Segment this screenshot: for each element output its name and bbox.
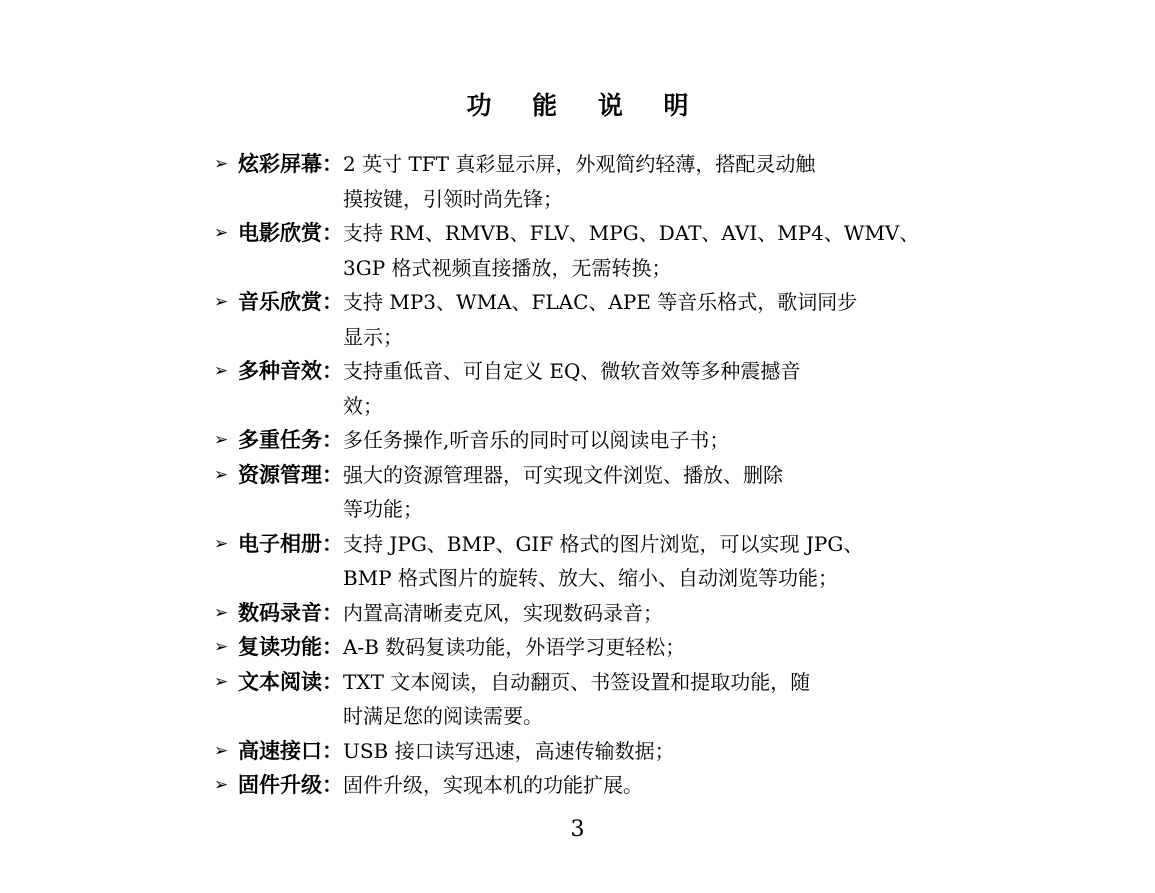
- feature-description-line: BMP 格式图片的旋转、放大、缩小、自动浏览等功能；: [343, 566, 838, 590]
- feature-item: [214, 285, 954, 354]
- feature-description-line: 3GP 格式视频直接播放，无需转换；: [343, 255, 672, 280]
- feature-description: [343, 768, 954, 803]
- feature-item: [214, 423, 954, 458]
- feature-label: 多重任务：: [238, 428, 343, 452]
- feature-description-line: 摸按键，引领时尚先锋；: [343, 186, 563, 211]
- arrow-bullet-icon: ➢: [214, 223, 229, 243]
- feature-description: [343, 665, 954, 734]
- feature-label: 数码录音：: [238, 600, 343, 625]
- feature-description-line: 多任务操作,听音乐的同时可以阅读电子书；: [343, 428, 730, 452]
- feature-description: [343, 354, 954, 423]
- feature-item: [214, 458, 954, 527]
- feature-description: [343, 216, 954, 285]
- feature-label: 固件升级：: [238, 773, 343, 797]
- feature-item: [214, 216, 954, 285]
- feature-description-line: 固件升级，实现本机的功能扩展。: [343, 773, 643, 797]
- feature-description-line: 支持重低音、可自定义 EQ、微软音效等多种震撼音: [343, 359, 801, 383]
- feature-description-line: 支持 MP3、WMA、FLAC、APE 等音乐格式，歌词同步: [343, 290, 858, 314]
- feature-description-line: A-B 数码复读功能，外语学习更轻松；: [343, 635, 686, 659]
- feature-description: [343, 734, 954, 769]
- feature-label: 复读功能：: [238, 635, 343, 659]
- feature-description: [343, 596, 954, 631]
- feature-label: 电影欣赏：: [238, 221, 343, 245]
- feature-description-line: TXT 文本阅读，自动翻页、书签设置和提取功能，随: [343, 669, 811, 694]
- arrow-bullet-icon: ➢: [214, 637, 229, 657]
- feature-description-line: 等功能；: [343, 497, 423, 521]
- feature-item: [214, 147, 954, 216]
- arrow-bullet-icon: ➢: [214, 671, 229, 692]
- feature-description: [343, 285, 954, 354]
- feature-description-line: 显示；: [343, 324, 403, 349]
- feature-item: [214, 665, 954, 734]
- feature-description: [343, 630, 954, 665]
- feature-description-line: 2 英寸 TFT 真彩显示屏，外观简约轻薄，搭配灵动触: [343, 152, 816, 176]
- feature-description: [343, 458, 954, 527]
- arrow-bullet-icon: ➢: [214, 361, 229, 381]
- feature-description-line: 支持 RM、RMVB、FLV、MPG、DAT、AVI、MP4、WMV、: [343, 221, 920, 245]
- feature-item: [214, 527, 954, 596]
- feature-item: [214, 354, 954, 423]
- arrow-bullet-icon: ➢: [214, 154, 229, 174]
- arrow-bullet-icon: ➢: [214, 464, 229, 485]
- arrow-bullet-icon: ➢: [214, 292, 229, 312]
- feature-description: [343, 423, 954, 458]
- page-number: 3: [570, 817, 585, 842]
- feature-item: [214, 734, 954, 769]
- feature-item: [214, 630, 954, 665]
- feature-description-line: 内置高清晰麦克风，实现数码录音；: [343, 600, 663, 625]
- feature-description-line: 效；: [343, 393, 383, 418]
- feature-description-line: USB 接口读写迅速，高速传输数据；: [343, 738, 675, 763]
- arrow-bullet-icon: ➢: [214, 602, 229, 623]
- page-title: 功 能 说 明: [466, 91, 705, 120]
- feature-label: 高速接口：: [238, 738, 343, 763]
- feature-item: [214, 768, 954, 803]
- feature-description-line: 支持 JPG、BMP、GIF 格式的图片浏览，可以实现 JPG、: [343, 531, 864, 556]
- feature-label: 炫彩屏幕：: [238, 152, 343, 176]
- arrow-bullet-icon: ➢: [214, 775, 229, 795]
- arrow-bullet-icon: ➢: [214, 430, 229, 450]
- feature-description-line: 时满足您的阅读需要。: [343, 704, 543, 728]
- feature-list: [214, 147, 954, 803]
- feature-label: 电子相册：: [238, 531, 343, 556]
- arrow-bullet-icon: ➢: [214, 740, 229, 761]
- feature-item: [214, 596, 954, 631]
- feature-label: 文本阅读：: [238, 669, 343, 694]
- feature-description: [343, 147, 954, 216]
- feature-label: 音乐欣赏：: [238, 290, 343, 314]
- feature-description-line: 强大的资源管理器，可实现文件浏览、播放、删除: [343, 462, 783, 487]
- feature-label: 资源管理：: [238, 462, 343, 487]
- feature-label: 多种音效：: [238, 359, 343, 383]
- arrow-bullet-icon: ➢: [214, 533, 229, 554]
- feature-description: [343, 527, 954, 596]
